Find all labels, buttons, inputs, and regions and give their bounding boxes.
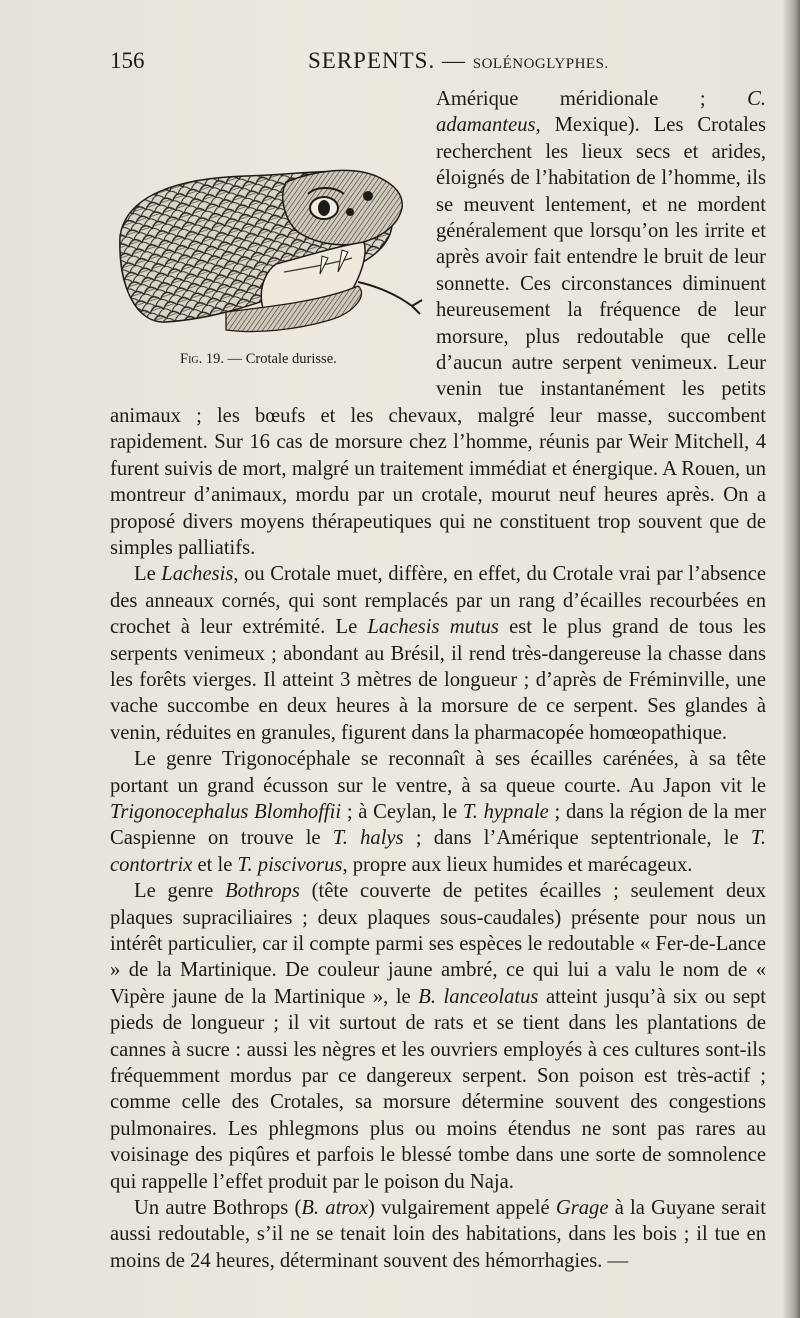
rattlesnake-head-illustration [106,86,424,348]
running-head [308,48,609,74]
species-name: T. contortrix [110,827,766,876]
text-run: atteint jusqu’à six ou sept pieds de longueur ; il vit surtout de rats et se tient dans les plantations de cannes à sucre : aussi les nègres et les ouvriers employés à ces cultures sont-ils fréquemment mordus par ce dangereux serpent. Son poison est très-actif ; comme celle des Crotales, sa morsure détermine souvent des congestions pulmonaires. Les phlegmons plus ou moins étendus ne sont pas rares au voisinage des piqûres et parfois le blessé tombe dans une sorte de somnolence qui rappelle l’effet produit par le poison du Naja. [110,985,767,1193]
body-text [110,86,766,1274]
species-name: Lachesis mutus [367,616,499,639]
text-run: (tête couverte de petites écailles ; seulement deux plaques supraciliaires ; deux plaques sous-caudales) présente pour nous un intérêt particulier, car il compte parmi ses espèces le redoutable « Fer-de-Lance » de la Martinique. De couleur jaune ambré, ce qui lui a valu le nom de « Vipère jaune de la Martinique », le [110,880,766,1008]
paragraph-3 [110,746,766,878]
species-name: Trigonocephalus Blomhoffii [110,800,342,823]
text-run: , ou Crotale muet, diffère, en effet, du Crotale vrai par l’absence des anneaux cornés, qui sont remplacés par un rang d’écailles recourbées en crochet à leur extrémité. Le [110,563,766,639]
species-name: T. piscivorus [237,853,343,876]
running-head-subtitle: SOLÉNOGLYPHES. [472,56,609,72]
text-run: ) vulgairement appelé [368,1197,556,1220]
text-run: Un autre Bothrops ( [134,1197,302,1220]
species-name: B. atrox [301,1197,368,1220]
text-run: ; dans l’Amérique septentrionale, le [403,827,751,850]
text-run: Le [134,563,162,586]
text-run: ; à Ceylan, le [341,800,463,823]
page-header [110,46,766,78]
running-head-dash: — [435,48,473,73]
species-name: Bothrops [225,880,300,903]
figure-caption-label: Fig. 19. [180,351,224,367]
figure-19 [106,86,424,378]
running-head-title: SERPENTS. [308,48,436,73]
page-number: 156 [110,48,145,73]
figure-caption [180,346,337,372]
text-run: Le genre Trigonocéphale se reconnaît à ses écailles carénées, à sa tête portant un grand écusson sur le ventre, à sa queue courte. Au Japon vit le [110,748,766,797]
paragraph-2 [110,561,766,746]
species-name: Lachesis [161,563,234,586]
text-run: à la Guyane serait aussi redoutable, s’il ne se tenait loin des habitations, dans les bois ; il tue en moins de 24 heures, déterminant souvent des hémorrhagies. — [110,1197,766,1272]
paragraph-4 [110,878,766,1195]
text-run: , Mexique). Les Crotales recherchent les lieux secs et arides, éloignés de l’habitation de l’homme, ils se meuvent lentement, et ne mordent généralement que lorsqu’on les irrite et après avoir fait entendre le bruit de leur sonnette. Ces circonstances diminuent heureusement la fréquence de leur morsure, plus redoutable que celle d’aucun autre serpent venimeux. Leur venin tue instantanément les petits animaux ; les bœufs et les chevaux, malgré leur masse, succombent rapidement. Sur 16 cas de morsure chez l’homme, réunis par Weir Mitchell, 4 furent suivis de mort, malgré un traitement immédiat et énergique. A Rouen, un montreur d’animaux, mordu par un crotale, mourut neuf heures après. On a proposé divers moyens thérapeutiques qui ne constituent trop souvent que de simples palliatifs. [110,114,766,559]
page-edge-shadow [782,0,800,1318]
species-name: B. lanceolatus [418,985,539,1008]
text-run: Le genre [134,880,226,903]
paragraph-5 [110,1195,766,1274]
species-name: Grage [555,1197,609,1220]
text-run: et le [192,853,238,876]
figure-caption-text: — Crotale durisse. [224,351,337,367]
species-name: C. adamanteus [436,88,766,137]
text-run: Amérique méridionale ; [436,88,748,110]
text-run: est le plus grand de tous les serpents venimeux ; abondant au Brésil, il rend très-dangereuse la chasse dans les forêts vierges. Il atteint 3 mètres de longueur ; d’après de Fréminville, une vache succombe en deux heures à la morsure de ce serpent. Ses glandes à venin, réduites en granules, figurent dans la pharmacopée homœopathique. [110,616,767,744]
text-run: , propre aux lieux humides et marécageux. [342,853,693,876]
species-name: T. halys [332,827,404,850]
text-run: ; dans la région de la mer Caspienne on trouve le [110,800,766,850]
species-name: T. hypnale [462,800,549,823]
